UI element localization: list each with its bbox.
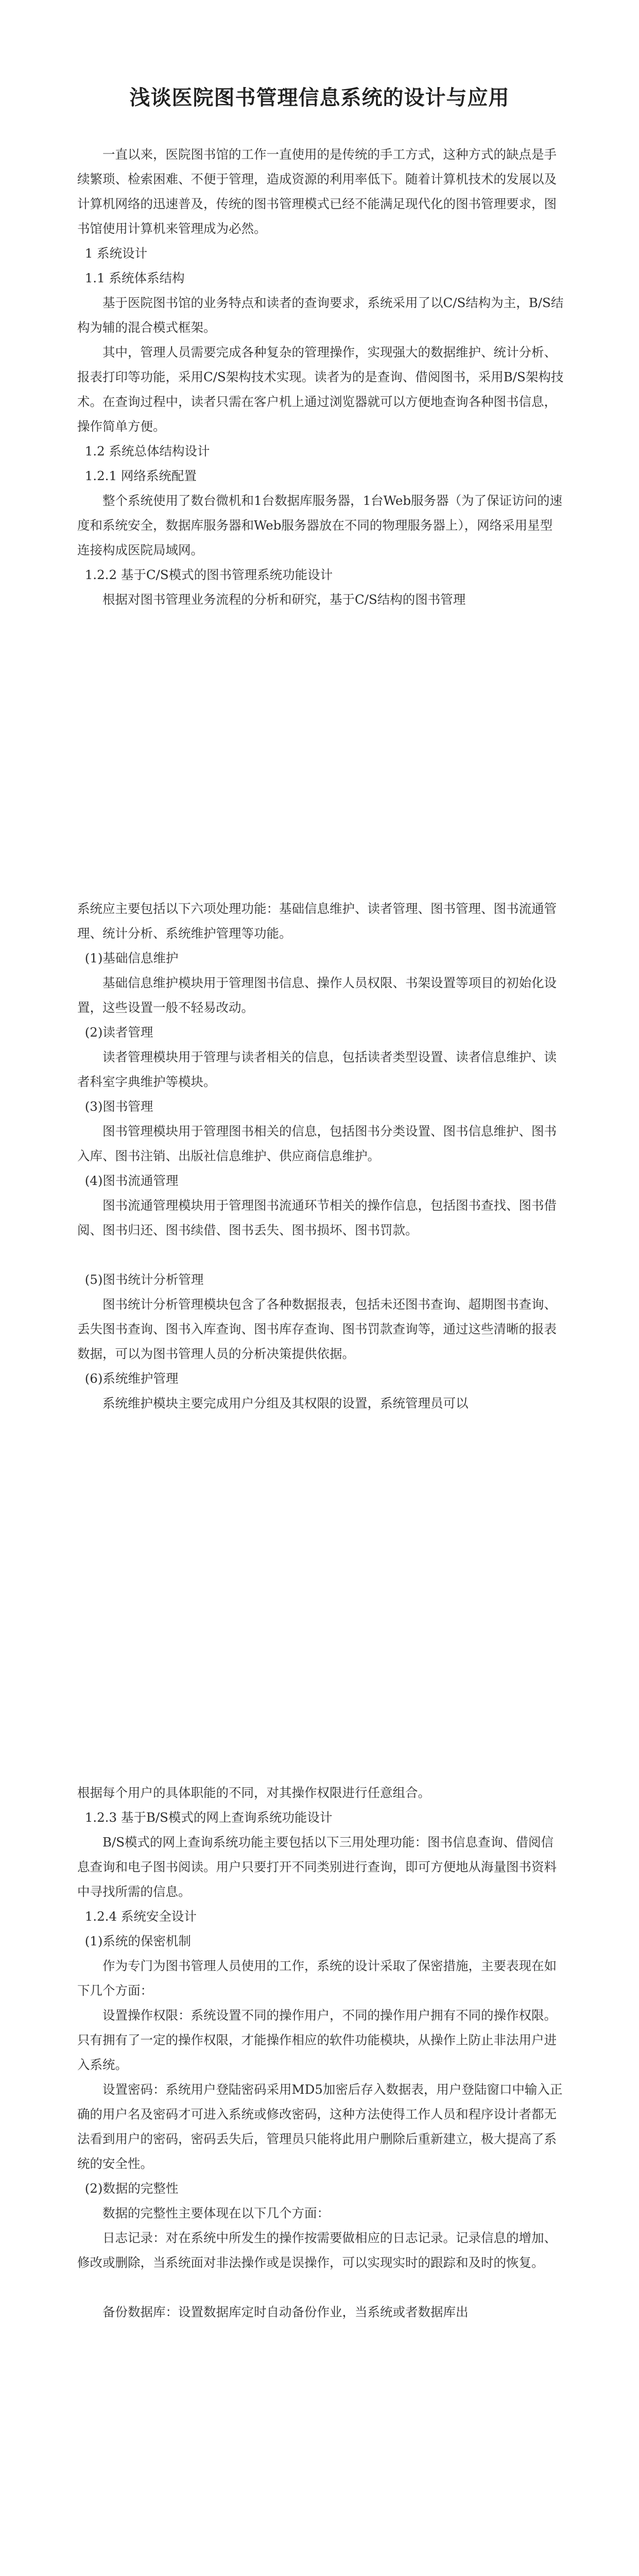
paragraph: 其中，管理人员需要完成各种复杂的管理操作，实现强大的数据维护、统计分析、报表打印等功能，采用C/S架构技术实现。读者为的是查询、借阅图书，采用B/S架构技术。在查询过程中，读者只需在客户机上通过浏览器就可以方便地查询各种图书信息，操作简单方便。	[77, 345, 564, 434]
paragraph: 作为专门为图书管理人员使用的工作，系统的设计采取了保密措施，主要表现在如下几个方面：	[77, 1958, 557, 1998]
paragraph: 基础信息维护模块用于管理图书信息、操作人员权限、书架设置等项目的初始化设置，这些设置一般不轻易改动。	[77, 975, 557, 1015]
heading-bs-design: 1.2.3 基于B/S模式的网上查询系统功能设计	[84, 1810, 333, 1825]
paragraph: 设置操作权限：系统设置不同的操作用户，不同的操作用户拥有不同的操作权限。只有拥有了一定的操作权限，才能操作相应的软件功能模块，从操作上防止非法用户进入系统。	[77, 2008, 557, 2072]
list-heading: (2)数据的完整性	[84, 2181, 179, 2196]
list-heading: (1)基础信息维护	[84, 951, 179, 965]
paragraph: B/S模式的网上查询系统功能主要包括以下三用处理功能：图书信息查询、借阅信息查询和电子图书阅读。用户只要打开不同类别进行查询，即可方便地从海量图书资料中寻找所需的信息。	[77, 1835, 557, 1899]
heading-architecture: 1.1 系统体系结构	[84, 270, 185, 285]
list-heading: (1)系统的保密机制	[84, 1934, 191, 1948]
heading-cs-design: 1.2.2 基于C/S模式的图书管理系统功能设计	[84, 567, 333, 582]
paragraph: 设置密码：系统用户登陆密码采用MD5加密后存入数据表，用户登陆窗口中输入正确的用户名及密码才可进入系统或修改密码，这种方法使得工作人员和程序设计者都无法看到用户的密码，密码丢失后，管理员只能将此用户删除后重新建立，极大提高了系统的安全性。	[77, 2082, 563, 2171]
paragraph: 图书统计分析管理模块包含了各种数据报表，包括未还图书查询、超期图书查询、丢失图书查询、图书入库查询、图书库存查询、图书罚款查询等，通过这些清晰的报表数据，可以为图书管理人员的分析决策提供依据。	[77, 1297, 557, 1361]
list-heading: (2)读者管理	[84, 1025, 153, 1040]
paragraph: 整个系统使用了数台微机和1台数据库服务器，1台Web服务器（为了保证访问的速度和系统安全，数据库服务器和Web服务器放在不同的物理服务器上），网络采用星型连接构成医院局域网。	[77, 493, 563, 557]
paragraph: 图书流通管理模块用于管理图书流通环节相关的操作信息，包括图书查找、图书借阅、图书归还、图书续借、图书丢失、图书损坏、图书罚款。	[77, 1198, 557, 1238]
list-heading: (4)图书流通管理	[84, 1173, 179, 1188]
paragraph: 根据对图书管理业务流程的分析和研究，基于C/S结构的图书管理	[102, 592, 466, 607]
list-heading: (6)系统维护管理	[84, 1371, 179, 1386]
paragraph: 图书管理模块用于管理图书相关的信息，包括图书分类设置、图书信息维护、图书入库、图书注销、出版社信息维护、供应商信息维护。	[77, 1124, 557, 1163]
paragraph: 系统应主要包括以下六项处理功能：基础信息维护、读者管理、图书管理、图书流通管理、统计分析、系统维护管理等功能。	[77, 901, 557, 941]
paragraph: 基于医院图书馆的业务特点和读者的查询要求，系统采用了以C/S结构为主，B/S结构为辅的混合模式框架。	[77, 295, 564, 335]
heading-overall-structure: 1.2 系统总体结构设计	[84, 444, 210, 459]
paragraph: 根据每个用户的具体职能的不同，对其操作权限进行任意组合。	[77, 1785, 430, 1800]
paragraph: 读者管理模块用于管理与读者相关的信息，包括读者类型设置、读者信息维护、读者科室字典维护等模块。	[77, 1049, 557, 1089]
list-heading: (3)图书管理	[84, 1099, 153, 1114]
paragraph: 数据的完整性主要体现在以下几个方面：	[102, 2206, 330, 2221]
page-title: 浅谈医院图书管理信息系统的设计与应用	[129, 86, 510, 110]
paragraph: 备份数据库：设置数据库定时自动备份作业，当系统或者数据库出	[102, 2304, 469, 2319]
heading-system-design: 1 系统设计	[84, 246, 148, 261]
heading-security: 1.2.4 系统安全设计	[84, 1909, 197, 1924]
list-heading: (5)图书统计分析管理	[84, 1272, 204, 1287]
intro-paragraph: 一直以来，医院图书馆的工作一直使用的是传统的手工方式，这种方式的缺点是手续繁琐、检索困难、不便于管理，造成资源的利用率低下。随着计算机技术的发展以及计算机网络的迅速普及，传统的图书管理模式已经不能满足现代化的图书管理要求，图书馆使用计算机来管理成为必然。	[77, 147, 557, 236]
paragraph: 日志记录：对在系统中所发生的操作按需要做相应的日志记录。记录信息的增加、修改或删除，当系统面对非法操作或是误操作，可以实现实时的跟踪和及时的恢复。	[77, 2230, 557, 2270]
heading-network-config: 1.2.1 网络系统配置	[84, 468, 197, 483]
paragraph: 系统维护模块主要完成用户分组及其权限的设置，系统管理员可以	[102, 1396, 469, 1411]
